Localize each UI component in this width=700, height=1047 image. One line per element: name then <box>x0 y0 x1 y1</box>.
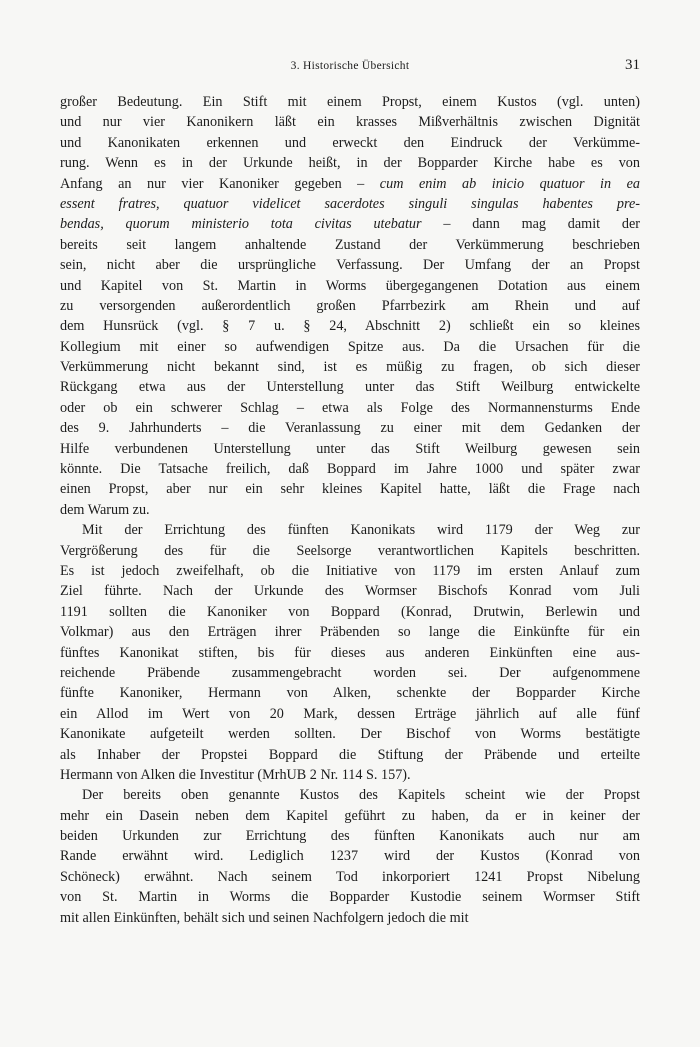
text-line <box>60 214 640 234</box>
text-line <box>60 439 640 459</box>
paragraph <box>60 92 640 520</box>
text-line <box>60 887 640 907</box>
text-run: rung. Wenn es in der Urkunde heißt, in der Bopparder Kirche habe es von <box>60 155 640 172</box>
text-run: könnte. Die Tatsache freilich, daß Boppard im Jahre 1000 und später zwar <box>60 461 640 478</box>
text-line <box>60 622 640 642</box>
text-run: 1191 sollten die Kanoniker von Boppard (Konrad, Drutwin, Berlewin und <box>60 603 640 620</box>
text-line <box>60 377 640 397</box>
text-line <box>60 174 640 194</box>
text-line <box>60 459 640 479</box>
text-line <box>60 153 640 173</box>
text-run: einen Propst, aber nur ein sehr kleines Kapitel hatte, läßt die Frage nach <box>60 481 640 498</box>
text-run: zu versorgenden außerordentlich großen Pfarrbezirk am Rhein und auf <box>60 297 640 314</box>
text-line <box>60 867 640 887</box>
latin-quote: cum enim ab inicio quatuor in ea <box>379 175 640 192</box>
text-line <box>60 398 640 418</box>
text-run: Es ist jedoch zweifelhaft, ob die Initiative von 1179 im ersten Anlauf zum <box>60 562 640 579</box>
text-line <box>60 806 640 826</box>
text-run: beiden Urkunden zur Errichtung des fünften Kanonikats auch nur am <box>60 828 640 845</box>
text-line <box>60 479 640 499</box>
text-run: von St. Martin in Worms die Bopparder Kustodie seinem Wormser Stift <box>60 889 640 906</box>
latin-quote: bendas, quorum ministerio tota civitas utebatur <box>60 216 422 233</box>
text-line <box>60 541 640 561</box>
text-line <box>60 704 640 724</box>
text-line <box>60 235 640 255</box>
text-run: Mit der Errichtung des fünften Kanonikats wird 1179 der Weg zur <box>82 522 640 539</box>
latin-quote: essent fratres, quatuor videlicet sacerdotes singuli singulas habentes pre- <box>60 195 640 212</box>
text-line <box>60 724 640 744</box>
text-line <box>60 418 640 438</box>
text-line <box>60 255 640 275</box>
text-line <box>60 683 640 703</box>
text-line <box>60 520 640 540</box>
text-run: dem Warum zu. <box>60 501 150 518</box>
text-run: Anfang an nur vier Kanoniker gegeben – <box>60 175 380 192</box>
text-run: Kanonikate aufgeteilt werden sollten. Der Bischof von Worms bestätigte <box>60 726 640 743</box>
text-run: Kollegium mit einer so aufwendigen Spitze aus. Da die Ursachen für die <box>60 338 640 355</box>
text-run: fünfte Kanoniker, Hermann von Alken, schenkte der Bopparder Kirche <box>60 685 640 702</box>
paragraph <box>60 785 640 928</box>
text-run: mehr ein Dasein neben dem Kapitel geführt zu haben, da er in keiner der <box>60 807 640 824</box>
text-run: und nur vier Kanonikern läßt ein krasses Mißverhältnis zwischen Dignität <box>60 114 640 131</box>
text-run: und Kanonikaten erkennen und erweckt den Eindruck der Verkümme- <box>60 134 640 151</box>
text-line <box>60 92 640 112</box>
text-line <box>60 112 640 132</box>
text-run: ein Allod im Wert von 20 Mark, dessen Erträge jährlich auf alle fünf <box>60 705 640 722</box>
page-number: 31 <box>625 57 640 73</box>
body-text <box>60 92 640 928</box>
text-line <box>60 846 640 866</box>
text-line <box>60 602 640 622</box>
text-run: mit allen Einkünften, behält sich und seinen Nachfolgern jedoch die mit <box>60 909 469 926</box>
text-run: Verkümmerung nicht bekannt sind, ist es müßig zu fragen, ob sich dieser <box>60 359 640 376</box>
text-line <box>60 133 640 153</box>
text-run: fünftes Kanonikat stiften, bis für dieses aus anderen Einkünften eine aus- <box>60 644 640 661</box>
text-line <box>60 337 640 357</box>
text-run: – dann mag damit der <box>421 216 641 233</box>
text-run: Vergrößerung des für die Seelsorge verantwortlichen Kapitels beschritten. <box>60 542 640 559</box>
text-line <box>60 745 640 765</box>
text-run: großer Bedeutung. Ein Stift mit einem Propst, einem Kustos (vgl. unten) <box>60 94 640 110</box>
text-run: Der bereits oben genannte Kustos des Kapitels scheint wie der Propst <box>82 787 640 804</box>
text-line <box>60 357 640 377</box>
text-line <box>60 826 640 846</box>
text-run: oder ob ein schwerer Schlag – etwa als Folge des Normannensturms Ende <box>60 399 640 416</box>
text-run: Rande erwähnt wird. Lediglich 1237 wird der Kustos (Konrad von <box>60 848 640 865</box>
text-run: Hermann von Alken die Investitur (MrhUB 2 Nr. 114 S. 157). <box>60 766 411 783</box>
text-run: Ziel führte. Nach der Urkunde des Wormser Bischofs Konrad vom Juli <box>60 583 640 600</box>
text-line <box>60 316 640 336</box>
text-line <box>60 765 640 785</box>
text-line <box>60 500 640 520</box>
paragraph <box>60 520 640 785</box>
text-run: Hilfe verbundenen Unterstellung unter das Stift Weilburg gewesen sein <box>60 440 640 457</box>
text-run: Rückgang etwa aus der Unterstellung unter das Stift Weilburg entwickelte <box>60 379 640 396</box>
text-run: reichende Präbende zusammengebracht worden sei. Der aufgenommene <box>60 664 640 681</box>
text-line <box>60 194 640 214</box>
running-head <box>60 57 640 79</box>
text-line <box>60 561 640 581</box>
text-run: als Inhaber der Propstei Boppard die Stiftung der Präbende und erteilte <box>60 746 640 763</box>
text-run: und Kapitel von St. Martin in Worms übergegangenen Dotation aus einem <box>60 277 640 294</box>
text-run: Schöneck) erwähnt. Nach seinem Tod inkorporiert 1241 Propst Nibelung <box>60 868 640 885</box>
text-run: sein, nicht aber die ursprüngliche Verfassung. Der Umfang der an Propst <box>60 257 640 274</box>
text-line <box>60 643 640 663</box>
text-line <box>60 581 640 601</box>
text-line <box>60 785 640 805</box>
text-line <box>60 296 640 316</box>
text-run: des 9. Jahrhunderts – die Veranlassung zu einer mit dem Gedanken der <box>60 420 640 437</box>
text-line <box>60 908 640 928</box>
text-run: bereits seit langem anhaltende Zustand der Verkümmerung beschrieben <box>60 236 640 253</box>
running-title: 3. Historische Übersicht <box>290 60 410 72</box>
text-line <box>60 663 640 683</box>
text-run: dem Hunsrück (vgl. § 7 u. § 24, Abschnitt 2) schließt ein so kleines <box>60 318 640 335</box>
text-line <box>60 276 640 296</box>
text-run: Volkmar) aus den Erträgen ihrer Präbenden so lange die Einkünfte für ein <box>60 624 640 641</box>
